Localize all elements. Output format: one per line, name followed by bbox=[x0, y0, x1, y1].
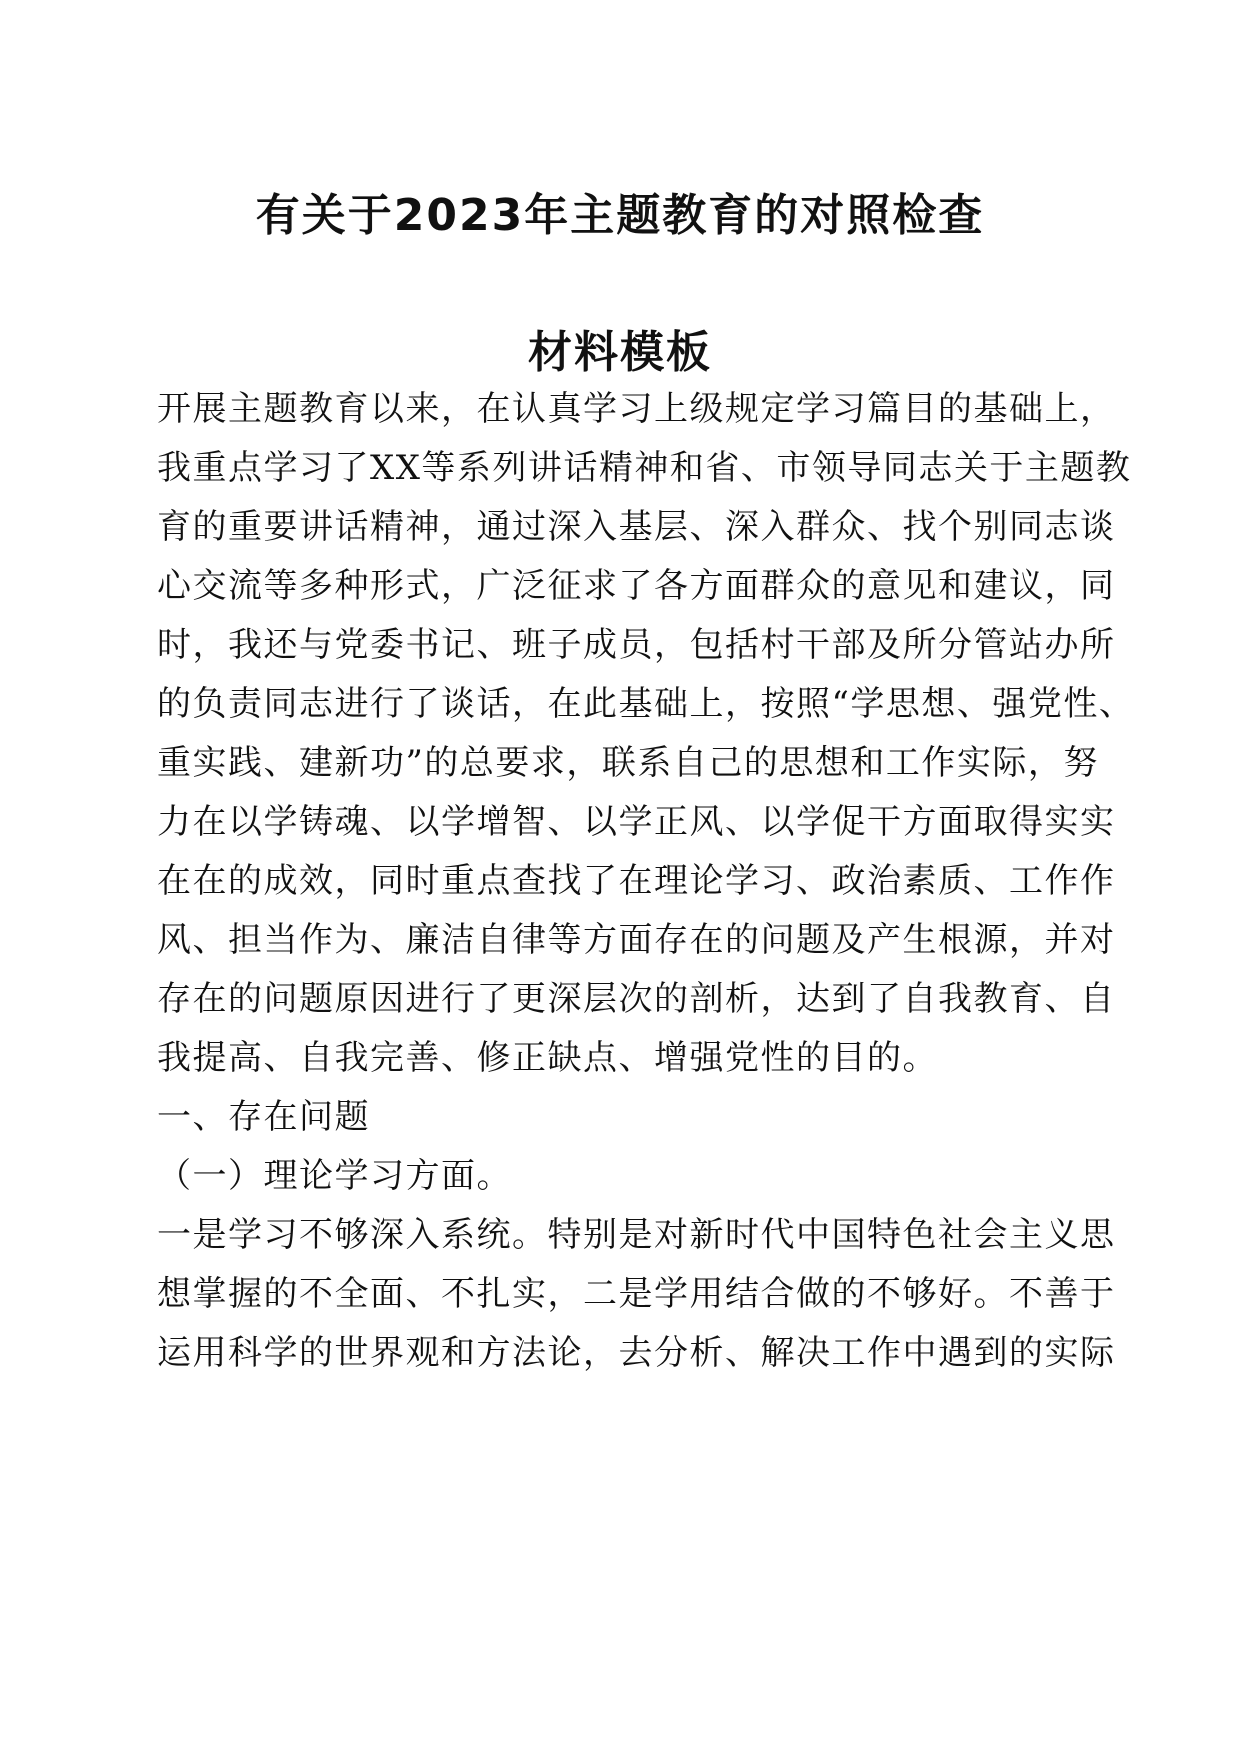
document-title-line-2: 材料模板 bbox=[528, 327, 712, 378]
body-text-line: 运用科学的世界观和方法论，去分析、解决工作中遇到的实际 bbox=[157, 1333, 1116, 1373]
body-text-line: 力在以学铸魂、以学增智、以学正风、以学促干方面取得实实 bbox=[157, 802, 1116, 842]
body-text-line: 存在的问题原因进行了更深层次的剖析，达到了自我教育、自 bbox=[157, 979, 1116, 1019]
body-text-line: 时，我还与党委书记、班子成员，包括村干部及所分管站办所 bbox=[157, 625, 1116, 665]
body-text-line: 我提高、自我完善、修正缺点、增强党性的目的。 bbox=[157, 1038, 938, 1078]
body-text-line: 想掌握的不全面、不扎实，二是学用结合做的不够好。不善于 bbox=[157, 1274, 1116, 1314]
body-text-line: 的负责同志进行了谈话，在此基础上，按照“学思想、强党性、 bbox=[157, 684, 1135, 724]
body-text-line: 一是学习不够深入系统。特别是对新时代中国特色社会主义思 bbox=[157, 1215, 1116, 1255]
body-text-line: 风、担当作为、廉洁自律等方面存在的问题及产生根源，并对 bbox=[157, 920, 1116, 960]
body-text-line: 在在的成效，同时重点查找了在理论学习、政治素质、工作作 bbox=[157, 861, 1116, 901]
subsection-heading: （一）理论学习方面。 bbox=[157, 1156, 512, 1196]
body-text-line: 我重点学习了XX等系列讲话精神和省、市领导同志关于主题教 bbox=[157, 448, 1132, 488]
body-text-line: 心交流等多种形式，广泛征求了各方面群众的意见和建议，同 bbox=[157, 566, 1116, 606]
section-heading: 一、存在问题 bbox=[157, 1097, 370, 1137]
body-text-line: 育的重要讲话精神，通过深入基层、深入群众、找个别同志谈 bbox=[157, 507, 1116, 547]
body-text-line: 开展主题教育以来，在认真学习上级规定学习篇目的基础上， bbox=[157, 389, 1116, 429]
body-text-line: 重实践、建新功”的总要求，联系自己的思想和工作实际，努 bbox=[157, 743, 1099, 783]
document-title-line-1: 有关于2023年主题教育的对照检查 bbox=[255, 190, 985, 241]
